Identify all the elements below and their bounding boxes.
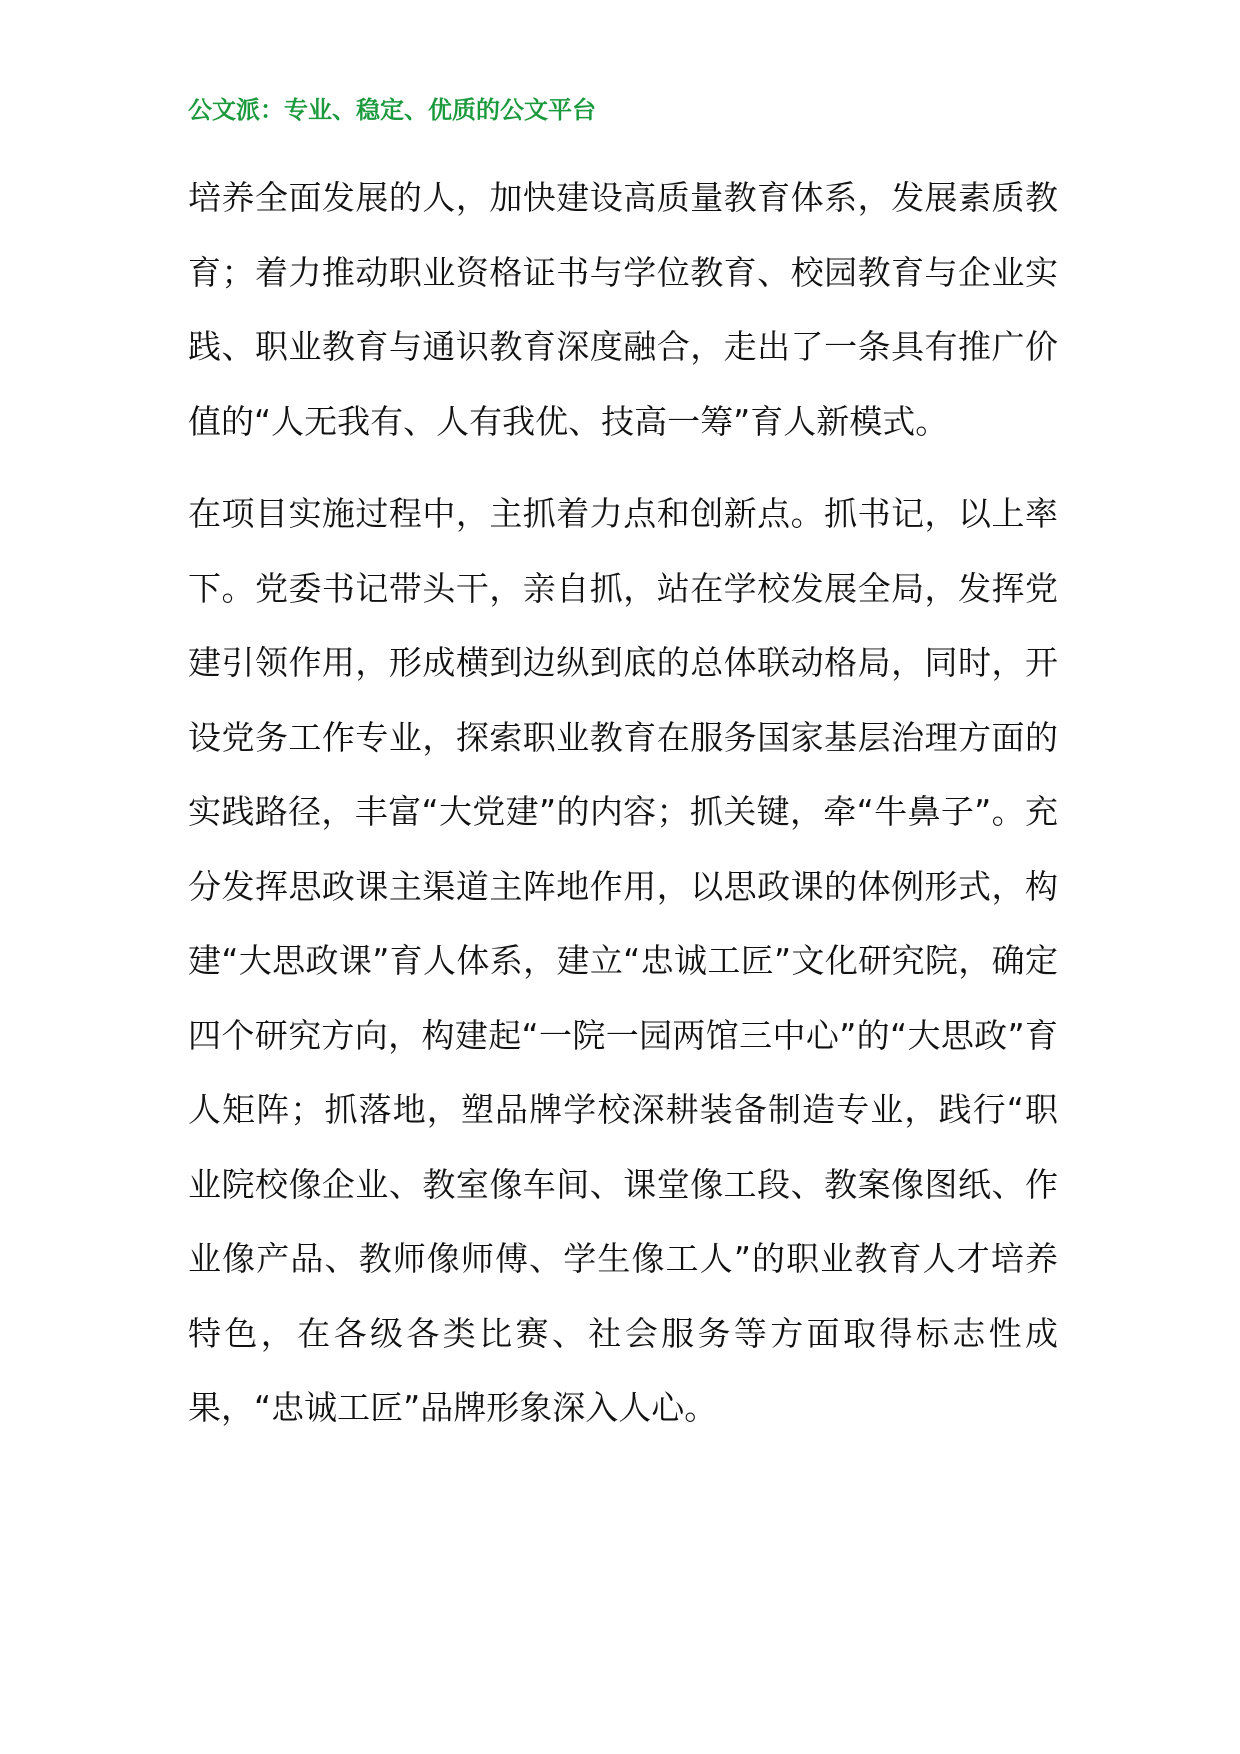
paragraph-1: 培养全面发展的人，加快建设高质量教育体系，发展素质教育；着力推动职业资格证书与学位教育、校园教育与企业实践、职业教育与通识教育深度融合，走出了一条具有推广价值的“人无我有、人有我优、技高一筹”育人新模式。 [188, 178, 1058, 441]
page-header-brand: 公文派：专业、稳定、优质的公文平台 [188, 95, 596, 124]
document-body [188, 161, 1058, 1464]
paragraph-2: 在项目实施过程中，主抓着力点和创新点。抓书记，以上率下。党委书记带头干，亲自抓，站在学校发展全局，发挥党建引领作用，形成横到边纵到底的总体联动格局，同时，开设党务工作专业，探索职业教育在服务国家基层治理方面的实践路径，丰富“大党建”的内容；抓关键，牵“牛鼻子”。充分发挥思政课主渠道主阵地作用，以思政课的体例形式，构建“大思政课”育人体系，建立“忠诚工匠”文化研究院，确定四个研究方向，构建起“一院一园两馆三中心”的“大思政”育人矩阵；抓落地，塑品牌学校深耕装备制造专业，践行“职业院校像企业、教室像车间、课堂像工段、教案像图纸、作业像产品、教师像师傅、学生像工人”的职业教育人才培养特色，在各级各类比赛、社会服务等方面取得标志性成果，“忠诚工匠”品牌形象深入人心。 [188, 494, 1058, 1427]
